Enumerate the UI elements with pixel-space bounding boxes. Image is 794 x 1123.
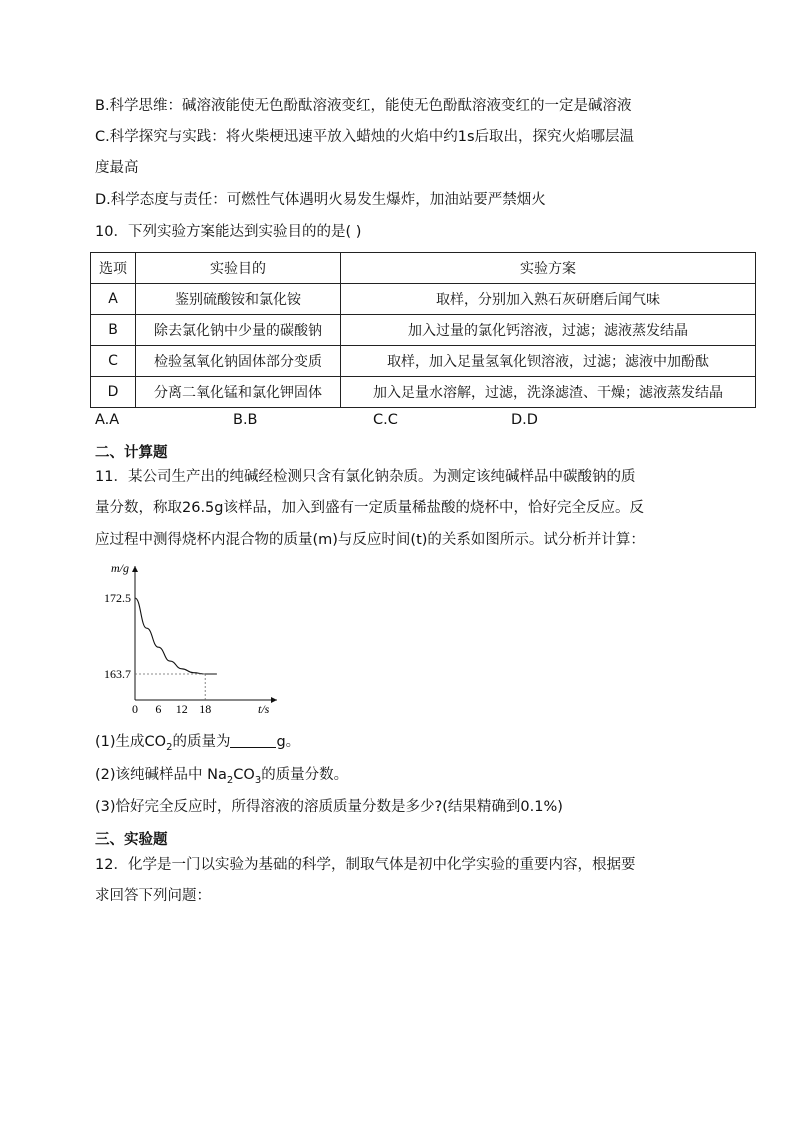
row-plan: 取样，分别加入熟石灰研磨后闻气味	[341, 284, 756, 315]
answer-blank	[230, 733, 276, 748]
q11-line3: 应过程中测得烧杯内混合物的质量(m)与反应时间(t)的关系如图所示。试分析并计算：	[95, 532, 645, 548]
q12-line2: 求回答下列问题：	[95, 888, 211, 904]
q11-sub2: (2)该纯碱样品中 $Na_2CO_3$的质量分数。	[95, 767, 349, 786]
q10-stem: 10．下列实验方案能达到实验目的的是( )	[95, 224, 362, 240]
row-plan: 加入足量水溶解，过滤，洗涤滤渣、干燥；滤液蒸发结晶	[341, 377, 756, 408]
q9-option-c-line2: 度最高	[95, 160, 139, 176]
x-tick-label: 12	[175, 702, 188, 716]
choice-b: B.B	[233, 412, 258, 428]
row-option: D	[91, 377, 136, 408]
header-plan: 实验方案	[341, 253, 756, 284]
row-purpose: 检验氢氧化钠固体部分变质	[136, 346, 341, 377]
row-purpose: 鉴别硫酸铵和氯化铵	[136, 284, 341, 315]
experiment-table	[90, 252, 756, 408]
row-purpose: 除去氯化钠中少量的碳酸钠	[136, 315, 341, 346]
row-option: B	[91, 315, 136, 346]
y-tick-label: 172.5	[104, 591, 131, 605]
q9-option-c-line1: C.科学探究与实践：将火柴梗迅速平放入蜡烛的火焰中约1s后取出，探究火焰哪层温	[95, 129, 635, 145]
q11-line1: 11．某公司生产出的纯碱经检测只含有氯化钠杂质。为测定该纯碱样品中碳酸钠的质	[95, 469, 636, 485]
q11-sub1: (1)生成$CO_2$的质量为 g。	[95, 734, 301, 753]
choice-d: D.D	[511, 412, 538, 428]
y-axis-label: m/g	[111, 561, 129, 575]
row-plan: 取样，加入足量氢氧化钡溶液，过滤；滤液中加酚酞	[341, 346, 756, 377]
table-row	[91, 315, 756, 346]
row-option: C	[91, 346, 136, 377]
section-title-experiment: 三、实验题	[95, 832, 168, 848]
choice-a: A.A	[95, 412, 120, 428]
q11-line2: 量分数，称取26.5g该样品，加入到盛有一定质量稀盐酸的烧杯中，恰好完全反应。反	[95, 500, 644, 516]
x-axis-label: t/s	[258, 702, 270, 716]
section-title-calculation: 二、计算题	[95, 445, 168, 461]
x-tick-label: 18	[199, 702, 212, 716]
row-option: A	[91, 284, 136, 315]
row-plan: 加入过量的氯化钙溶液，过滤；滤液蒸发结晶	[341, 315, 756, 346]
table-row	[91, 377, 756, 408]
q10-choices	[95, 410, 538, 430]
table-row	[91, 346, 756, 377]
q9-option-b: B.科学思维：碱溶液能使无色酚酞溶液变红，能使无色酚酞溶液变红的一定是碱溶液	[95, 98, 632, 114]
series-line	[135, 598, 217, 674]
header-purpose: 实验目的	[136, 253, 341, 284]
header-option: 选项	[91, 253, 136, 284]
row-purpose: 分离二氧化锰和氯化钾固体	[136, 377, 341, 408]
q9-option-d: D.科学态度与责任：可燃性气体遇明火易发生爆炸，加油站要严禁烟火	[95, 192, 546, 208]
q11-sub3: (3)恰好完全反应时，所得溶液的溶质质量分数是多少?(结果精确到0.1%)	[95, 799, 563, 815]
y-tick-label: 163.7	[104, 667, 131, 681]
choice-c: C.C	[373, 412, 398, 428]
table-row	[91, 284, 756, 315]
mass-time-chart	[95, 560, 295, 720]
table-header-row	[91, 253, 756, 284]
x-tick-label: 0	[132, 702, 138, 716]
q12-line1: 12．化学是一门以实验为基础的科学，制取气体是初中化学实验的重要内容，根据要	[95, 857, 636, 873]
x-tick-label: 6	[155, 702, 162, 716]
